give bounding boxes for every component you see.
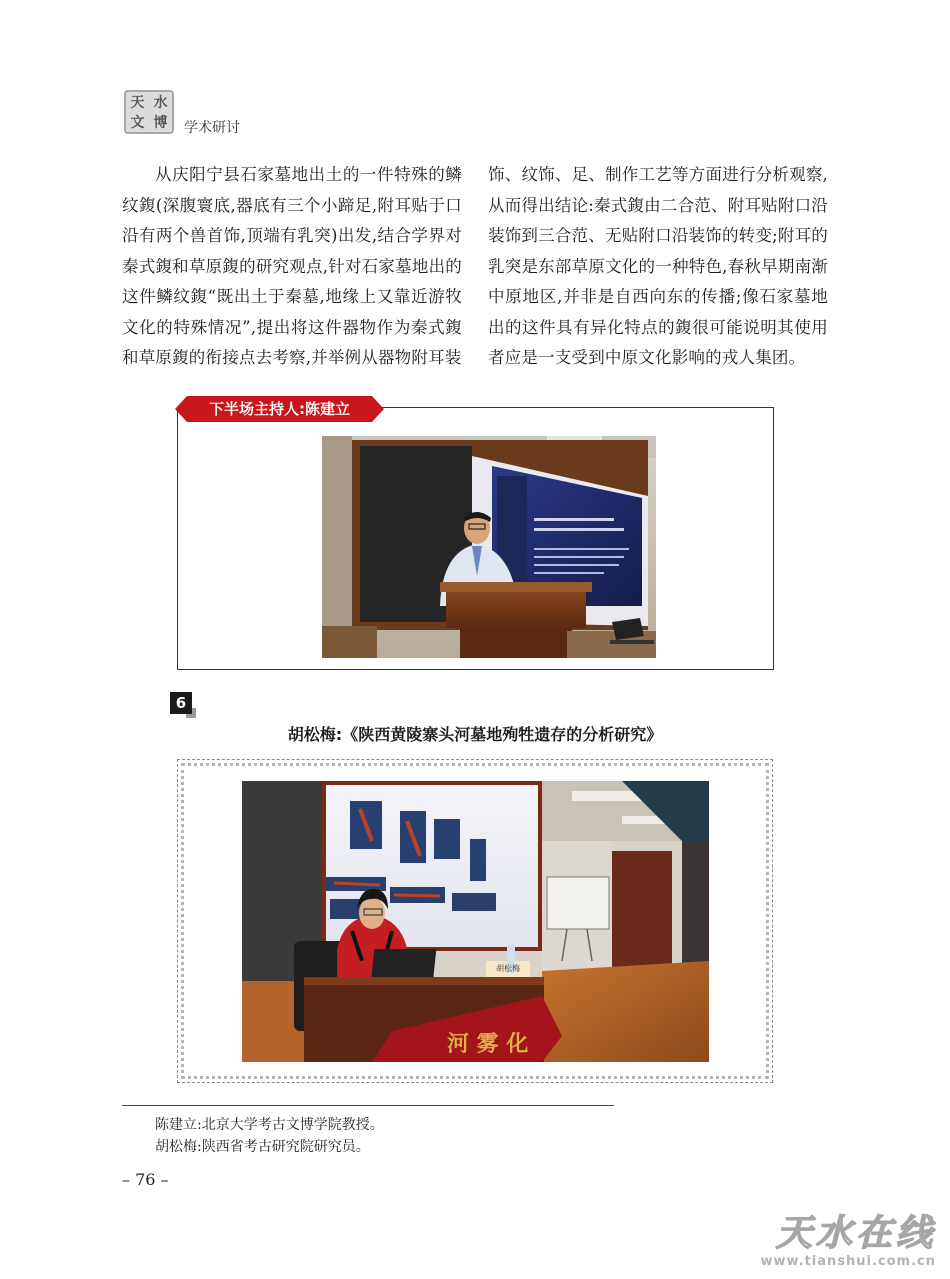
speaker-photo [242,781,709,1062]
footnote-divider [122,1105,614,1106]
svg-text:河 雾 化: 河 雾 化 [447,1031,529,1057]
speaker-nameplate: 胡松梅 [496,964,520,973]
section-number-badge: 6 [170,692,192,714]
logo-char: 文 [130,115,145,131]
talk-title: 胡松梅:《陕西黄陵寨头河墓地殉牲遗存的分析研究》 [287,725,663,744]
paragraph: 饰、纹饰、足、制作工艺等方面进行分析观察,从而得出结论:秦式鍑由二合范、附耳贴附口沿装饰到三合范、无贴附口沿装饰的转变;附耳的乳突是东部草原文化的一种特色,春秋早期南渐中原地区,并非是自西向东的传播;像石家墓地出的这件具有异化特点的鍑很可能说明其使用者应是一支受到中原文化影响的戎人集团。 [488,165,828,367]
watermark-url: www.tianshui.com.cn [760,1254,936,1269]
watermark-text: 天水在线 [775,1213,936,1254]
speaker-photo-illustration [242,781,709,1062]
site-watermark [760,1205,936,1269]
host-banner: 下半场主持人:陈建立 [187,396,372,422]
footnote: 胡松梅:陕西省考古研究院研究员。 [155,1139,370,1155]
logo-char: 天 [130,95,145,111]
paragraph: 从庆阳宁县石家墓地出土的一件特殊的鳞纹鍑(深腹寰底,器底有三个小蹄足,附耳贴于口沿有两个兽首饰,顶端有乳突)出发,结合学界对秦式鍑和草原鍑的研究观点,针对石家墓地出的这件鳞纹鍑“既出土于秦墓,地缘上又靠近游牧文化的特殊情况”,提出将这件器物作为秦式鍑和草原鍑的衔接点去考察,并举例从器物附耳装 [122,165,462,367]
body-left-column [122,160,462,374]
section-title: 学术研讨 [184,120,240,136]
body-right-column [488,160,828,374]
host-photo-illustration [322,436,656,658]
footnote: 陈建立:北京大学考古文博学院教授。 [155,1117,384,1133]
logo-char: 水 [153,95,168,111]
page-number: – 76 – [122,1170,169,1189]
host-photo [322,436,656,658]
journal-logo [124,90,174,134]
logo-char: 博 [153,115,168,131]
